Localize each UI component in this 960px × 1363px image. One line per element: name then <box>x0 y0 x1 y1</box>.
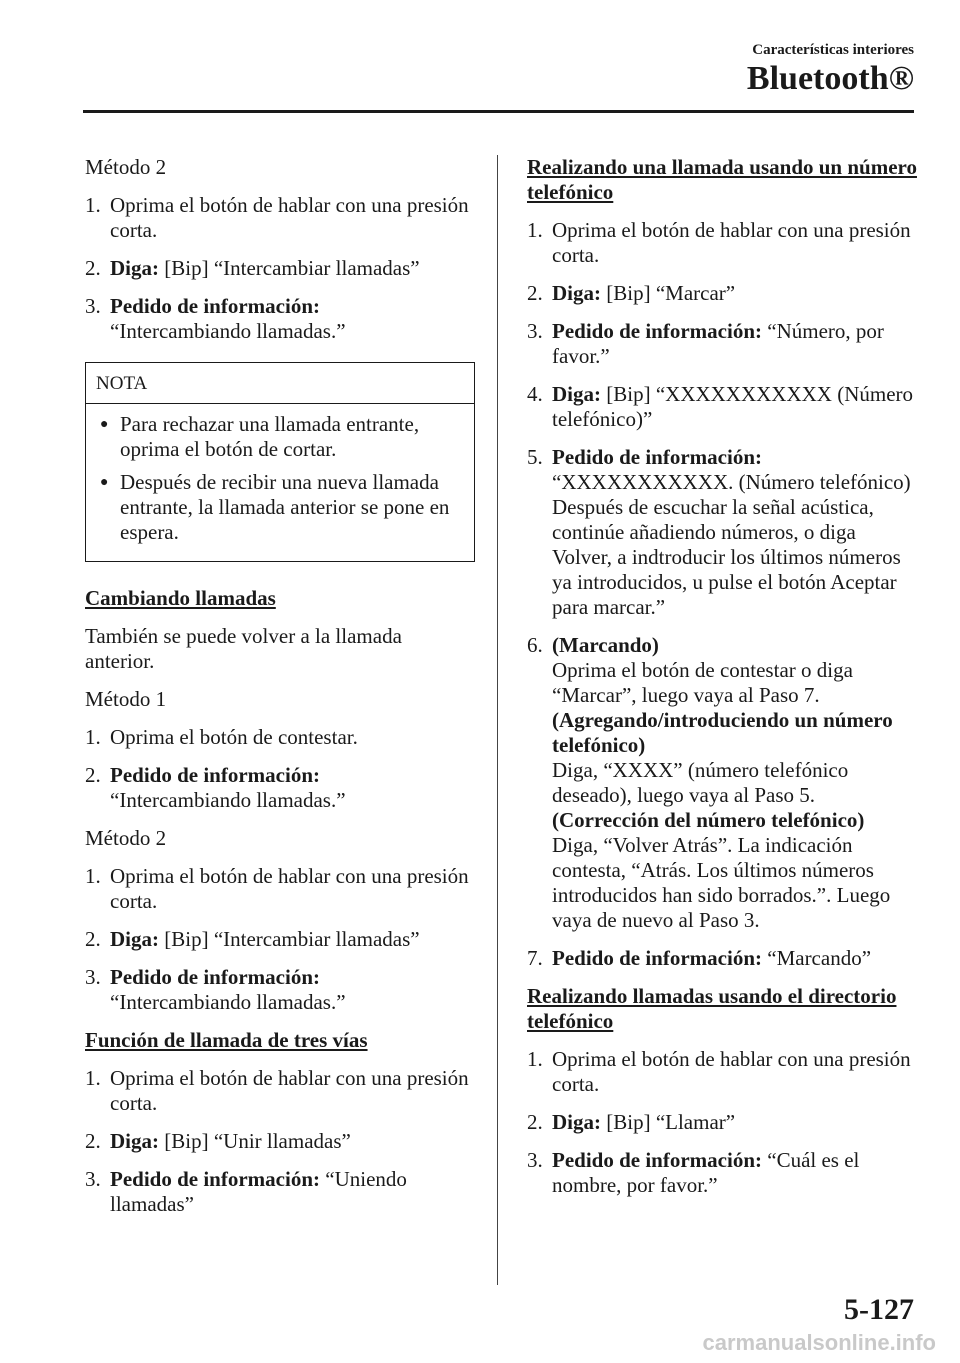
step <box>527 319 919 369</box>
step-text: [Bip] “Intercambiar llamadas” <box>164 927 420 951</box>
note-bullet-text: Para rechazar una llamada entrante, oprima el botón de cortar. <box>120 412 420 461</box>
step <box>85 1167 475 1217</box>
step-text: “Intercambiando llamadas.” <box>110 788 346 812</box>
step-label: Diga: <box>552 281 601 305</box>
step <box>85 193 475 243</box>
step-text: [Bip] “Marcar” <box>606 281 736 305</box>
step-text: [Bip] “Llamar” <box>606 1110 736 1134</box>
step <box>527 445 919 620</box>
step-text: “Número, por favor.” <box>552 319 884 368</box>
switching-intro: También se puede volver a la llamada anterior. <box>85 624 402 673</box>
step-text: [Bip] “Intercambiar llamadas” <box>164 256 420 280</box>
step-number: 2. <box>85 1129 101 1153</box>
page-number: 5-127 <box>844 1293 914 1326</box>
step <box>85 965 475 1015</box>
bullet-dot-icon: ● <box>100 475 109 490</box>
step-number: 1. <box>527 1047 543 1071</box>
step-text: Diga, “XXXX” (número telefónico deseado), luego vaya al Paso 5. <box>552 758 849 807</box>
step <box>527 281 919 306</box>
step-text: Diga, “Volver Atrás”. La indicación contesta, “Atrás. Los últimos números introducidos han sido borrados.”. Luego vaya de nuevo al Paso 3. <box>552 833 891 932</box>
column-divider <box>497 155 498 1285</box>
step-number: 7. <box>527 946 543 970</box>
step-text: “Uniendo llamadas” <box>110 1167 407 1216</box>
step-text: Oprima el botón de hablar con una presión corta. <box>110 1066 469 1115</box>
step-number: 2. <box>527 281 543 305</box>
step-number: 3. <box>527 319 543 343</box>
step-number: 3. <box>85 294 101 318</box>
step <box>85 927 475 952</box>
step-number: 1. <box>85 1066 101 1090</box>
step-number: 1. <box>527 218 543 242</box>
watermark: carmanualsonline.info <box>702 1330 936 1355</box>
step-label: Diga: <box>552 1110 601 1134</box>
step <box>527 382 919 432</box>
step-number: 3. <box>85 1167 101 1191</box>
step-text: “Intercambiando llamadas.” <box>110 319 346 343</box>
step-number: 5. <box>527 445 543 469</box>
step-text: Oprima el botón de contestar. <box>110 725 358 749</box>
step-text: Oprima el botón de hablar con una presión corta. <box>110 193 469 242</box>
step-text: [Bip] “Unir llamadas” <box>164 1129 351 1153</box>
step <box>527 946 919 971</box>
step-text: “XXXXXXXXXXX. (Número telefónico) Después de escuchar la señal acústica, continúe añadiendo números, o diga Volver, a indtroducir los últimos números ya introducidos, u pulse el botón Aceptar para marcar.” <box>552 470 911 619</box>
step-number: 6. <box>527 633 543 657</box>
step-text: Oprima el botón de hablar con una presión corta. <box>110 864 469 913</box>
step-label: (Agregando/introduciendo un número telefónico) <box>552 708 893 757</box>
section-heading-phonebook: Realizando llamadas usando el directorio telefónico <box>527 984 897 1033</box>
step-label: Pedido de información: <box>110 965 320 989</box>
step-text: Oprima el botón de hablar con una presión corta. <box>552 218 911 267</box>
step-number: 3. <box>85 965 101 989</box>
step-label: Pedido de información: <box>552 319 762 343</box>
step <box>85 864 475 914</box>
section-heading-dialing: Realizando una llamada usando un número telefónico <box>527 155 917 204</box>
note-title: NOTA <box>86 363 474 404</box>
note-body <box>86 404 474 561</box>
method-2-heading: Método 2 <box>85 826 167 850</box>
step-number: 2. <box>85 763 101 787</box>
note-bullet <box>96 470 464 545</box>
header-section-title: Características interiores <box>752 42 914 58</box>
bullet-dot-icon: ● <box>100 417 109 432</box>
note-box <box>85 362 475 562</box>
step-label: Diga: <box>110 927 159 951</box>
step-number: 2. <box>527 1110 543 1134</box>
step-number: 2. <box>85 256 101 280</box>
step-label: Diga: <box>552 382 601 406</box>
step <box>527 1148 919 1198</box>
step <box>85 256 475 281</box>
section-heading-switching: Cambiando llamadas <box>85 586 276 610</box>
step-text: Oprima el botón de contestar o diga “Marcar”, luego vaya al Paso 7. <box>552 658 853 707</box>
note-bullet-text: Después de recibir una nueva llamada entrante, la llamada anterior se pone en espera. <box>120 470 450 544</box>
step-number: 4. <box>527 382 543 406</box>
step-number: 1. <box>85 864 101 888</box>
method-1-heading: Método 1 <box>85 687 167 711</box>
section-heading-threeway: Función de llamada de tres vías <box>85 1028 368 1052</box>
step-label: Pedido de información: <box>552 445 762 469</box>
step-label: Pedido de información: <box>110 294 320 318</box>
step-text: “Cuál es el nombre, por favor.” <box>552 1148 860 1197</box>
step-number: 1. <box>85 193 101 217</box>
step <box>527 218 919 268</box>
step-number: 1. <box>85 725 101 749</box>
step-label: Diga: <box>110 1129 159 1153</box>
header-title: Bluetooth® <box>746 60 914 97</box>
step <box>527 1110 919 1135</box>
right-column <box>527 155 919 1211</box>
step <box>85 725 475 750</box>
step-text: [Bip] “XXXXXXXXXXX (Número telefónico)” <box>552 382 914 431</box>
step <box>85 1129 475 1154</box>
step-label: Pedido de información: <box>110 1167 320 1191</box>
step-label: Diga: <box>110 256 159 280</box>
step <box>85 1066 475 1116</box>
step-text: Oprima el botón de hablar con una presión corta. <box>552 1047 911 1096</box>
step <box>527 1047 919 1097</box>
method-2-heading: Método 2 <box>85 155 167 179</box>
step <box>85 294 475 344</box>
step <box>85 763 475 813</box>
step-label: (Marcando) <box>552 633 659 657</box>
step-label: Pedido de información: <box>110 763 320 787</box>
step-label: Pedido de información: <box>552 946 762 970</box>
step-number: 3. <box>527 1148 543 1172</box>
header-rule <box>83 110 914 113</box>
step-text: “Marcando” <box>767 946 872 970</box>
note-bullet <box>96 412 464 462</box>
step-label: (Corrección del número telefónico) <box>552 808 865 832</box>
step-text: “Intercambiando llamadas.” <box>110 990 346 1014</box>
step <box>527 633 919 933</box>
step-label: Pedido de información: <box>552 1148 762 1172</box>
step-number: 2. <box>85 927 101 951</box>
left-column <box>85 155 475 1230</box>
